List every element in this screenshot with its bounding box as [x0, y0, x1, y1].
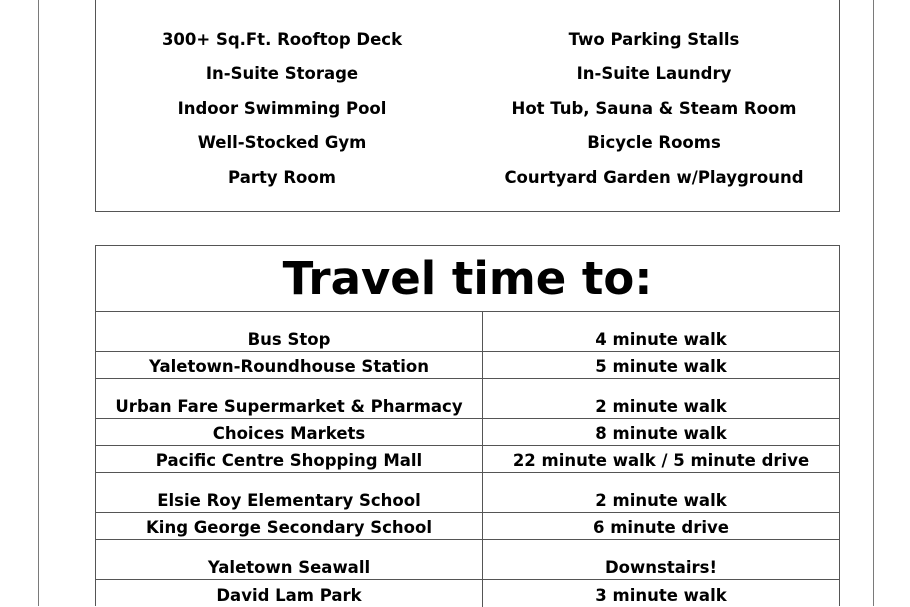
table-row — [96, 540, 839, 580]
table-row — [96, 352, 839, 379]
amenity-item: Bicycle Rooms — [587, 133, 721, 153]
destination-cell: Yaletown Seawall — [96, 540, 483, 579]
travel-time-cell: 3 minute walk — [595, 586, 727, 605]
amenity-item: Two Parking Stalls — [568, 30, 740, 49]
amenities-left-column — [96, 28, 468, 200]
table-row — [96, 379, 839, 419]
amenity-item: Courtyard Garden w/Playground — [504, 167, 804, 187]
travel-time-cell: Downstairs! — [604, 558, 717, 577]
amenity-item: Party Room — [228, 167, 336, 187]
table-row — [96, 513, 839, 540]
destination-cell: Pacific Centre Shopping Mall — [96, 446, 483, 472]
destination-cell: Elsie Roy Elementary School — [96, 473, 483, 512]
travel-table-title: Travel time to: — [96, 246, 839, 312]
amenity-item: In-Suite Storage — [205, 64, 359, 84]
amenities-box — [95, 0, 840, 212]
travel-time-cell: 2 minute walk — [595, 397, 727, 416]
table-row — [96, 312, 839, 352]
destination-cell: David Lam Park — [96, 580, 483, 607]
amenity-item: Hot Tub, Sauna & Steam Room — [511, 98, 797, 118]
amenity-item: Indoor Swimming Pool — [177, 98, 387, 118]
table-row — [96, 446, 839, 473]
amenities-right-column — [468, 28, 840, 200]
destination-cell: King George Secondary School — [96, 513, 483, 539]
travel-time-cell: 4 minute walk — [595, 330, 727, 349]
travel-time-table — [95, 245, 840, 606]
table-row — [96, 580, 839, 607]
destination-cell: Bus Stop — [96, 312, 483, 351]
amenity-item: In-Suite Laundry — [576, 64, 732, 84]
amenity-item: 300+ Sq.Ft. Rooftop Deck — [161, 30, 403, 49]
page-edge-right — [873, 0, 874, 606]
amenity-item: Well-Stocked Gym — [197, 133, 367, 153]
travel-time-cell: 5 minute walk — [595, 357, 727, 376]
travel-time-cell: 22 minute walk / 5 minute drive — [512, 451, 810, 470]
destination-cell: Urban Fare Supermarket & Pharmacy — [96, 379, 483, 418]
table-row — [96, 419, 839, 446]
travel-time-cell: 8 minute walk — [595, 424, 727, 443]
destination-cell: Choices Markets — [96, 419, 483, 445]
travel-table-body — [96, 312, 839, 607]
travel-time-cell: 2 minute walk — [595, 491, 727, 510]
table-row — [96, 473, 839, 513]
page-edge-left — [38, 0, 39, 606]
travel-time-cell: 6 minute drive — [593, 518, 729, 537]
destination-cell: Yaletown-Roundhouse Station — [96, 352, 483, 378]
